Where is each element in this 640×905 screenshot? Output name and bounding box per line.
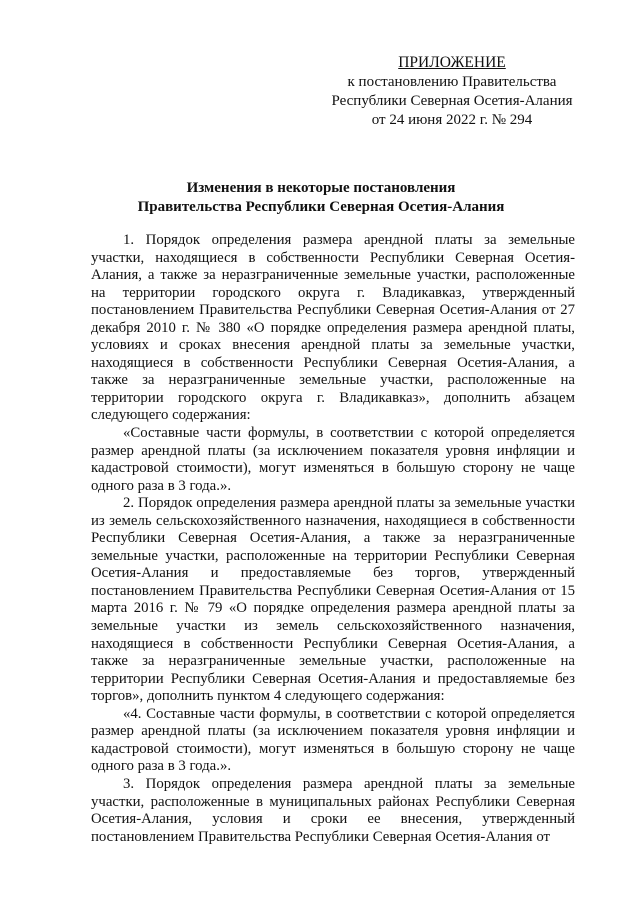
paragraph-2: «Составные части формулы, в соответствии с которой определяется размер арендной платы (за исключением показателя уровня инфляции и кадастровой стоимости), могут изменяться в большую сторону не чаще одного раза в 3 года.». (91, 425, 575, 494)
paragraph-3: 2. Порядок определения размера арендной платы за земельные участки из земель сельскохозяйственного назначения, находящиеся в собственности Республики Северная Осетия-Алания, а также за неразграниченные земельные участки, расположенные на территории Республики Северная Осетия-Алания и предоставляемые без торгов, утвержденный постановлением Правительства Республики Северная Осетия-Алания от 15 марта 2016 г. № 79 «О порядке определения размера арендной платы за земельные участки из земель сельскохозяйственного назначения, находящиеся в собственности Республики Северная Осетия-Алания, а также за неразграниченные земельные участки, расположенные на территории Республики Северная Осетия-Алания и предоставляемые без торгов», дополнить пунктом 4 следующего содержания: (91, 495, 575, 705)
document-title-line-1: Изменения в некоторые постановления (186, 180, 456, 196)
document-title (60, 179, 582, 217)
paragraph-5: 3. Порядок определения размера арендной платы за земельные участки, расположенные в муниципальных районах Республики Северная Осетия-Алания, условия и сроки ее внесения, утвержденный постановлением Правительства Республики Северная Осетия-Алания от (91, 775, 575, 845)
appendix-line-1: к постановлению Правительства (347, 74, 557, 90)
appendix-title: ПРИЛОЖЕНИЕ (398, 54, 506, 71)
appendix-line-2: Республики Северная Осетия-Алания (331, 93, 573, 109)
appendix-header (322, 53, 582, 130)
document-body (91, 232, 575, 846)
paragraph-4: «4. Составные части формулы, в соответствии с которой определяется размер арендной платы (за исключением показателя уровня инфляции и кадастровой стоимости), могут изменяться в большую сторону не чаще одного раза в 3 года.». (91, 705, 575, 775)
document-title-line-2: Правительства Республики Северная Осетия-Алания (137, 199, 505, 215)
appendix-line-3: от 24 июня 2022 г. № 294 (371, 112, 533, 128)
paragraph-1: 1. Порядок определения размера арендной платы за земельные участки, находящиеся в собственности Республики Северная Осетия-Алания, а также за неразграниченные земельные участки, расположенные на территории городского округа г. Владикавказ, утвержденный постановлением Правительства Республики Северная Осетия-Алания от 27 декабря 2010 г. № 380 «О порядке определения размера арендной платы, условиях и сроках внесения арендной платы за земельные участки, находящиеся в собственности Республики Северная Осетия-Алания, а также за неразграниченные земельные участки, расположенные на территории городского округа г. Владикавказ», дополнить абзацем следующего содержания: (91, 232, 575, 424)
